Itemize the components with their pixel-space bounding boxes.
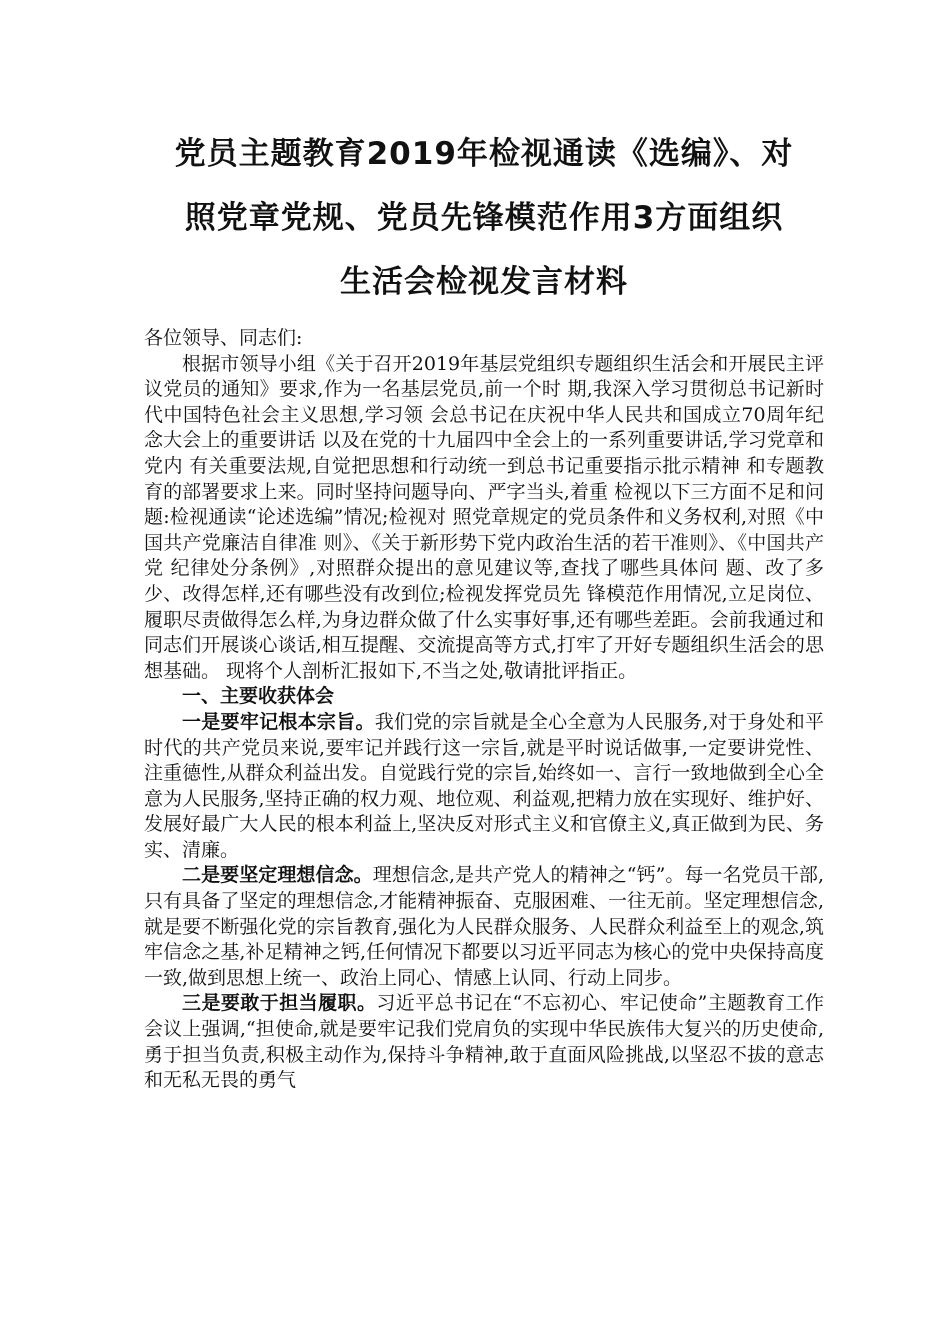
greeting: 各位领导、同志们:	[144, 327, 303, 349]
point-text: 理想信念,是共产党人的精神之“钙”。每一名党员干部,只有具备了坚定的理想信念,才能精神振奋、克服困难、一往无前。坚定理想信念,就是要不断强化党的宗旨教育,强化为人民群众服务、人民群众利益至上的观念,筑牢信念之基,补足精神之钙,任何情况下都要以习近平同志为核心的党中央保持高度一致,做到思想上统一、政治上同心、情感上认同、行动上同步。	[144, 864, 824, 989]
document-page	[144, 0, 824, 1094]
point-lead: 二是要坚定理想信念。	[182, 864, 373, 887]
point-text: 我们党的宗旨就是全心全意为人民服务,对于身处和平时代的共产党员来说,要牢记并践行这一宗旨,就是平时说话做事,一定要讲党性、注重德性,从群众利益出发。自觉践行党的宗旨,始终如一、言行一致地做到全心全意为人民服务,坚持正确的权力观、地位观、利益观,把精力放在实现好、维护好、发展好最广大人民的根本利益上,坚决反对形式主义和官僚主义,真正做到为民、务实、清廉。	[144, 710, 824, 861]
title-line-3: 生活会检视发言材料	[340, 264, 628, 300]
point-paragraph-3	[144, 991, 824, 1093]
document-title	[144, 122, 824, 314]
point-lead: 三是要敢于担当履职。	[182, 992, 377, 1015]
point-paragraph-1	[144, 710, 824, 864]
title-line-2: 照党章党规、党员先锋模范作用3方面组织	[184, 200, 784, 236]
point-lead: 一是要牢记根本宗旨。	[182, 710, 375, 733]
intro-paragraph: 根据市领导小组《关于召开2019年基层党组织专题组织生活会和开展民主评议党员的通知》要求,作为一名基层党员,前一个时 期,我深入学习贯彻总书记新时代中国特色社会主义思想,学习领 会总书记在庆祝中华人民共和国成立70周年纪念大会上的重要讲话 以及在党的十九届四中全会上的一系列重要讲话,学习党章和党内 有关重要法规,自觉把思想和行动统一到总书记重要指示批示精神 和专题教育的部署要求上来。同时坚持问题导向、严字当头,着重 检视以下三方面不足和问题:检视通读“论述选编”情况;检视对 照党章规定的党员条件和义务权利,对照《中国共产党廉洁自律准 则》、《关于新形势下党内政治生活的若干准则》、《中国共产党 纪律处分条例》,对照群众提出的意见建议等,查找了哪些具体问 题、改了多少、改得怎样,还有哪些没有改到位;检视发挥党员先 锋模范作用情况,立足岗位、履职尽责做得怎么样,为身边群众做了什么实事好事,还有哪些差距。会前我通过和同志们开展谈心谈话,相互提醒、交流提高等方式,打牢了开好专题组织生活会的思想基础。 现将个人剖析汇报如下,不当之处,敬请批评指正。	[144, 352, 824, 682]
section-heading: 一、主要收获体会	[182, 685, 335, 708]
point-paragraph-2	[144, 863, 824, 991]
document-body	[144, 326, 824, 1094]
point-text: 习近平总书记在“不忘初心、牢记使命”主题教育工作会议上强调,“担使命,就是要牢记我们党肩负的实现中华民族伟大复兴的历史使命,勇于担当负责,积极主动作为,保持斗争精神,敢于直面风险挑战,以坚忍不拔的意志和无私无畏的勇气	[144, 992, 824, 1092]
title-line-1: 党员主题教育2019年检视通读《选编》、对	[174, 136, 794, 172]
